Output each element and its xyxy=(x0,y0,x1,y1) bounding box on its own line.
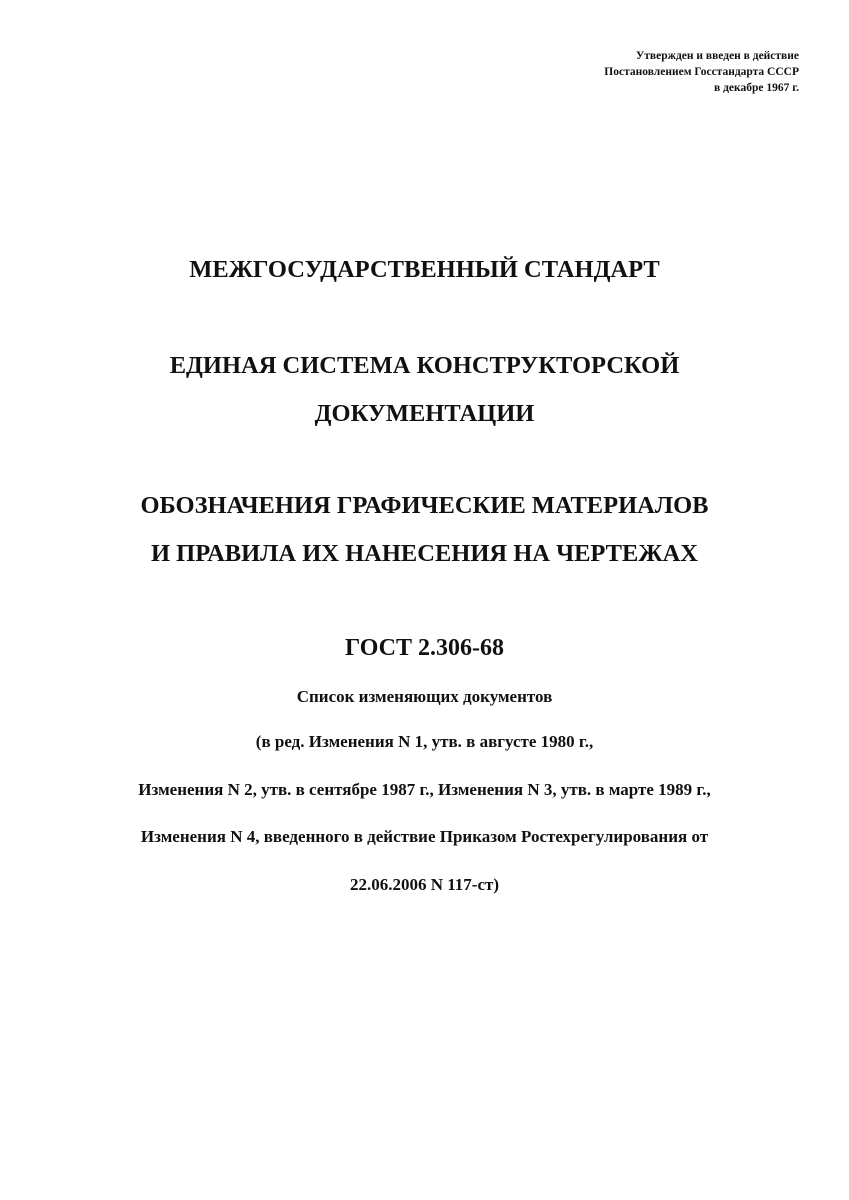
heading-line: ОБОЗНАЧЕНИЯ ГРАФИЧЕСКИЕ МАТЕРИАЛОВ xyxy=(140,492,709,519)
change-list-line: 22.06.2006 N 117-ст) xyxy=(349,874,500,894)
document-title xyxy=(0,482,849,578)
gost-designation: ГОСТ 2.306-68 xyxy=(345,635,504,661)
change-list xyxy=(0,676,849,908)
heading-line: ДОКУМЕНТАЦИИ xyxy=(314,400,535,427)
change-list-line: Изменения N 4, введенного в действие Приказом Ростехрегулирования от xyxy=(140,827,709,846)
standard-type-heading xyxy=(0,246,849,294)
approval-line: Постановлением Госстандарта СССР xyxy=(604,66,799,78)
heading-line: МЕЖГОСУДАРСТВЕННЫЙ СТАНДАРТ xyxy=(189,256,660,283)
approval-line: в декабре 1967 г. xyxy=(713,82,799,94)
heading-line: ЕДИНАЯ СИСТЕМА КОНСТРУКТОРСКОЙ xyxy=(169,352,680,379)
approval-line: Утвержден и введен в действие xyxy=(635,50,799,62)
system-heading xyxy=(0,342,849,438)
heading-line: И ПРАВИЛА ИХ НАНЕСЕНИЯ НА ЧЕРТЕЖАХ xyxy=(151,540,698,567)
change-list-title: Список изменяющих документов xyxy=(296,687,553,706)
change-list-line: Изменения N 2, утв. в сентябре 1987 г., Изменения N 3, утв. в марте 1989 г., xyxy=(138,779,711,799)
change-list-line: (в ред. Изменения N 1, утв. в августе 1980 г., xyxy=(255,732,594,751)
approval-note xyxy=(604,48,799,96)
